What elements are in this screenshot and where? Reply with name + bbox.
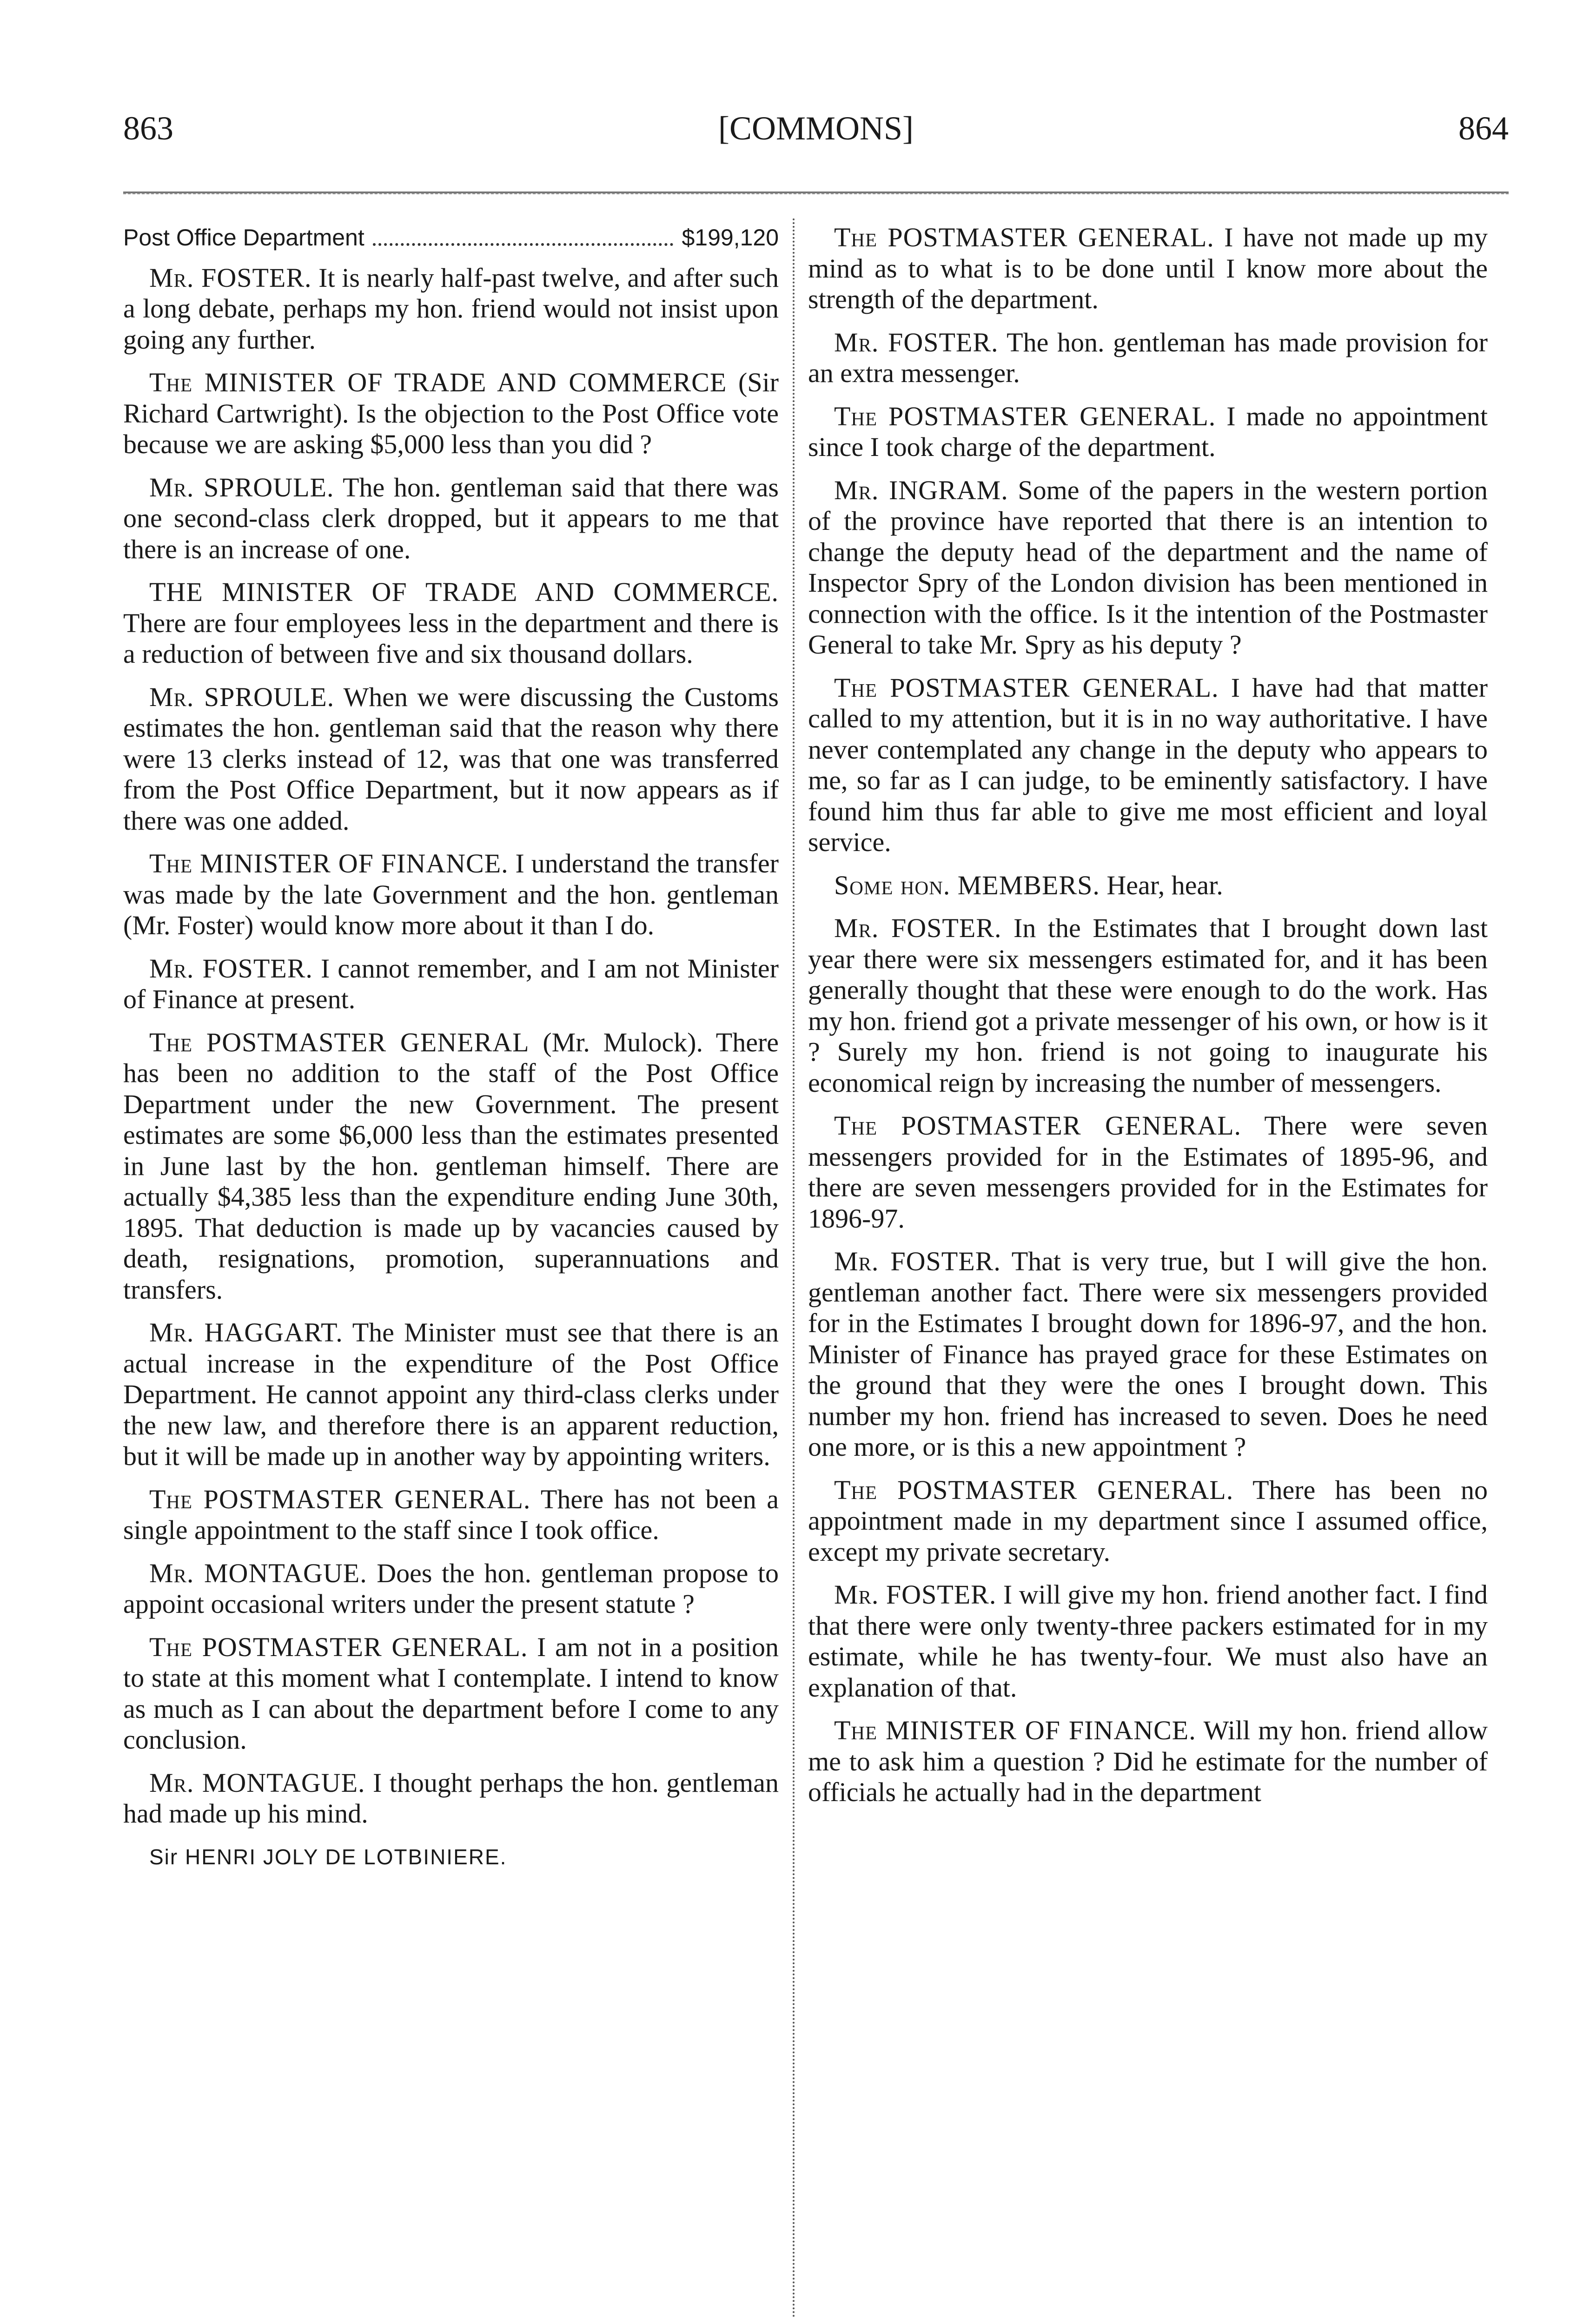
speech-paragraph xyxy=(123,577,779,670)
speech-paragraph xyxy=(123,682,779,837)
header-rule xyxy=(123,191,1509,194)
speech-text: I have had that matter called to my attention, but it is in no way authoritative. I have never contemplated any change in the deputy who appears to me, so far as I can judge, to be eminently satisfactory. I have found him thus far able to give me most efficient and loyal service. xyxy=(808,672,1488,857)
speaker-name: Mr. FOSTER. xyxy=(834,1246,1001,1276)
speech-text: Does the hon. gentleman propose to appoint occasional writers under the present statute ? xyxy=(123,1558,779,1619)
speech-paragraph xyxy=(123,1768,779,1829)
speech-text: I made no appointment since I took charge of the department. xyxy=(808,401,1488,462)
speech-text: I cannot remember, and I am not Minister of Finance at present. xyxy=(123,953,779,1014)
speech-paragraph xyxy=(808,401,1488,463)
speech-paragraph xyxy=(123,953,779,1015)
speech-paragraph xyxy=(808,870,1488,901)
speech-paragraph xyxy=(808,673,1488,858)
speech-text: (Sir Richard Cartwright). Is the objection to the Post Office vote because we are asking $5,000 less than you did ? xyxy=(123,367,779,459)
speaker-name: Mr. SPROULE. xyxy=(149,681,335,712)
speech-text: There are four employees less in the department and there is a reduction of between five and six thousand dollars. xyxy=(123,607,779,669)
speaker-name: Mr. MONTAGUE. xyxy=(149,1558,367,1588)
speech-paragraph xyxy=(123,1484,779,1546)
speech-paragraph xyxy=(123,367,779,460)
speech-text: I have not made up my mind as to what is to be done until I know more about the strength of the department. xyxy=(808,222,1488,314)
speaker-name: The POSTMASTER GENERAL. xyxy=(834,401,1216,431)
speech-paragraph xyxy=(808,1475,1488,1568)
right-page-number: 864 xyxy=(1458,110,1509,147)
speech-text: It is nearly half-past twelve, and after such a long debate, perhaps my hon. friend would not insist upon going any further. xyxy=(123,262,779,355)
speech-paragraph xyxy=(123,1632,779,1756)
right-column xyxy=(808,222,1488,2324)
speaker-name: Mr. INGRAM. xyxy=(834,475,1008,505)
left-page-number: 863 xyxy=(123,110,173,147)
speaker-name: The POSTMASTER GENERAL xyxy=(149,1027,530,1057)
speaker-name: The POSTMASTER GENERAL. xyxy=(834,672,1219,703)
column-divider xyxy=(793,218,795,2319)
speech-text: I will give my hon. friend another fact. I find that there were only twenty-three packers estimated for in my estimate, while he has twenty-four. We must also have an explanation of that. xyxy=(808,1579,1488,1703)
speech-paragraph xyxy=(808,1579,1488,1703)
speech-paragraph xyxy=(808,1715,1488,1808)
speech-text: The hon. gentleman said that there was one second-class clerk dropped, but it appears to me that there is an increase of one. xyxy=(123,472,779,564)
estimate-line xyxy=(123,222,779,253)
dot-leader xyxy=(373,222,674,246)
speech-paragraph xyxy=(808,913,1488,1098)
speaker-name: The POSTMASTER GENERAL. xyxy=(149,1631,528,1662)
speech-text: There were seven messengers provided for in the Estimates of 1895-96, and there are seven messengers provided for in the Estimates for 1896-97. xyxy=(808,1110,1488,1234)
speaker-heading: Sir HENRI JOLY DE LOTBINIERE. xyxy=(149,1844,507,1869)
estimate-amount: $199,120 xyxy=(682,224,779,251)
left-speeches xyxy=(123,263,779,1829)
speech-paragraph xyxy=(808,327,1488,389)
speaker-name: Mr. FOSTER. xyxy=(834,1579,997,1610)
speaker-name: Mr. FOSTER. xyxy=(834,913,1002,943)
speech-text: The Minister must see that there is an actual increase in the expenditure of the Post Office Department. He cannot appoint any third-class clerks under the new law, and therefore there is an apparent reduction, but it will be made up in another way by appointing writers. xyxy=(123,1317,779,1471)
speech-paragraph xyxy=(808,475,1488,660)
speech-text: Hear, hear. xyxy=(1100,870,1223,900)
speaker-name: The MINISTER OF FINANCE. xyxy=(149,848,509,878)
speech-paragraph xyxy=(123,472,779,565)
speaker-name: Mr. FOSTER. xyxy=(149,953,313,984)
speech-paragraph xyxy=(808,1110,1488,1234)
speech-text: Will my hon. friend allow me to ask him a question ? Did he estimate for the number of officials he actually had in the department xyxy=(808,1715,1488,1807)
speech-text: When we were discussing the Customs estimates the hon. gentleman said that the reason why there were 13 clerks instead of 12, was that one was transferred from the Post Office Department, but it now appears as if there was one added. xyxy=(123,681,779,836)
speech-text: There has not been a single appointment to the staff since I took office. xyxy=(123,1484,779,1545)
speech-text: I understand the transfer was made by the late Government and the hon. gentleman (Mr. Foster) would know more about it than I do. xyxy=(123,848,779,940)
speech-text: That is very true, but I will give the hon. gentleman another fact. There were six messengers provided for in the Estimates I brought down for 1896-97, and the hon. Minister of Finance has prayed grace for these Estimates on the ground that they were the ones I brought down. This number my hon. friend has increased to seven. Does he need one more, or is this a new appointment ? xyxy=(808,1246,1488,1462)
speech-paragraph xyxy=(123,848,779,941)
speech-paragraph xyxy=(808,1246,1488,1463)
speaker-name: The POSTMASTER GENERAL. xyxy=(149,1484,531,1514)
estimate-label: Post Office Department xyxy=(123,224,364,251)
speech-paragraph xyxy=(123,263,779,356)
speaker-name: Mr. HAGGART. xyxy=(149,1317,343,1347)
page-header xyxy=(123,109,1509,156)
speech-text: The hon. gentleman has made provision for an extra messenger. xyxy=(808,327,1488,388)
speaker-name: Mr. SPROULE. xyxy=(149,472,334,502)
speech-text: In the Estimates that I brought down last year there were six messengers estimated for, and it has been generally thought that these were enough to do the work. Has my hon. friend got a private messenger of his own, or how is it ? Surely my hon. friend is not going to inaugurate his economical reign by increasing the number of messengers. xyxy=(808,913,1488,1098)
speaker-name: Mr. FOSTER. xyxy=(834,327,999,357)
speaker-name: Mr. MONTAGUE. xyxy=(149,1767,365,1798)
speech-paragraph xyxy=(123,1317,779,1472)
speech-text: There has been no appointment made in my department since I assumed office, except my private secretary. xyxy=(808,1474,1488,1567)
speech-text: I am not in a position to state at this moment what I contemplate. I intend to know as much as I can about the department before I come to any conclusion. xyxy=(123,1631,779,1755)
left-column xyxy=(123,222,779,2324)
speaker-name: The MINISTER OF FINANCE. xyxy=(834,1715,1196,1745)
speech-text: I thought perhaps the hon. gentleman had made up his mind. xyxy=(123,1767,779,1829)
running-title: [COMMONS] xyxy=(718,110,914,147)
speech-text: (Mr. Mulock). There has been no addition to the staff of the Post Office Department under the new Government. The present estimates are some $6,000 less than the estimates presented in June last by the hon. gentleman himself. There are actually $4,385 less than the expenditure ending June 30th, 1895. That deduction is made up by vacancies caused by death, resignations, promotion, superannuations and transfers. xyxy=(123,1027,779,1305)
speaker-name: Some hon. MEMBERS. xyxy=(834,870,1100,900)
speaker-name: The MINISTER OF TRADE AND COMMERCE xyxy=(149,367,727,397)
speaker-name: The POSTMASTER GENERAL. xyxy=(834,1474,1234,1505)
speaker-name: THE MINISTER OF TRADE AND COMMERCE. xyxy=(149,577,779,607)
speech-paragraph xyxy=(123,1558,779,1620)
speech-text: Some of the papers in the western portion of the province have reported that there is an intention to change the deputy head of the department and the name of Inspector Spry of the London division has been mentioned in connection with the office. Is it the intention of the Postmaster General to take Mr. Spry as his deputy ? xyxy=(808,475,1488,660)
speaker-name: Mr. FOSTER. xyxy=(149,262,312,293)
speaker-name: The POSTMASTER GENERAL. xyxy=(834,1110,1242,1141)
speech-paragraph xyxy=(123,1027,779,1306)
right-speeches xyxy=(808,222,1488,1808)
speaker-name: The POSTMASTER GENERAL. xyxy=(834,222,1214,252)
speech-paragraph xyxy=(808,222,1488,315)
